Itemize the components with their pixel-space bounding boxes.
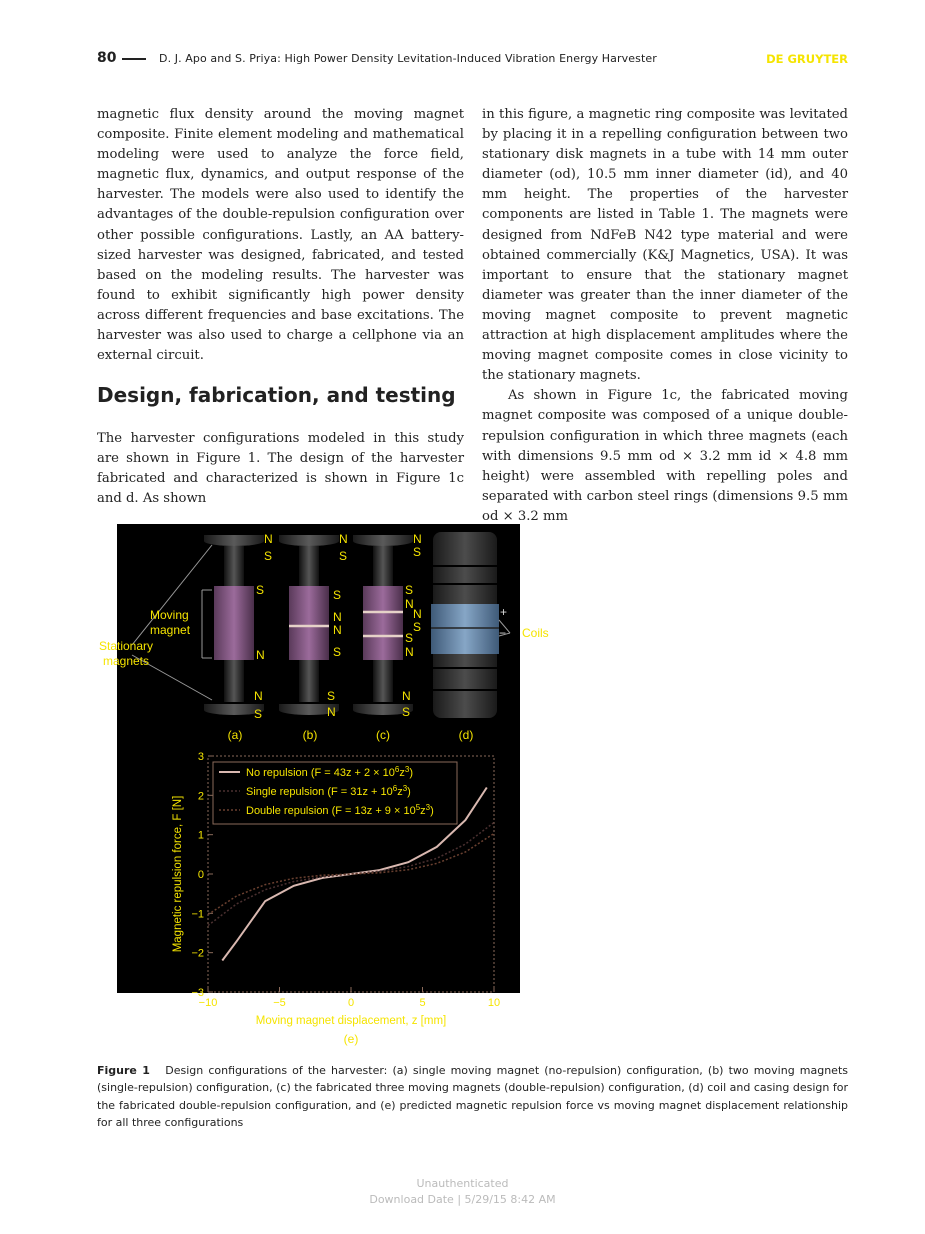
y-tick-label: 2	[197, 790, 204, 803]
pole-n-label: N	[254, 689, 263, 703]
paragraph: The harvester configurations modeled in this study are shown in Figure 1. The design of the harvester fabricated and characterized is shown in Figure 1c and d. As shown	[97, 431, 464, 507]
paragraph: As shown in Figure 1c, the fabricated moving magnet composite was composed of a unique double-repulsion configuration in which three magnets (each with dimensions 9.5 mm od × 3.2 mm id × 4.8 mm height) were assembled with repelling poles and separated with carbon steel rings (dimensions 9.5 mm od × 3.2 mm	[482, 388, 848, 524]
x-tick-label: 5	[419, 997, 426, 1009]
pole-n-label: N	[333, 610, 342, 624]
x-tick-label: −10	[198, 997, 218, 1009]
figure-caption	[97, 1062, 848, 1131]
pole-n-label: N	[339, 532, 348, 546]
label-moving-magnet: Moving	[150, 608, 189, 622]
legend-text-part: 3	[402, 784, 408, 793]
pole-s-label: S	[333, 588, 342, 602]
pole-s-label: S	[264, 549, 273, 563]
panel-label-c: (c)	[376, 728, 390, 742]
legend-text-part: z	[420, 805, 426, 817]
pole-n-label: N	[413, 607, 422, 621]
pole-n-label: N	[333, 623, 342, 637]
running-title: D. J. Apo and S. Priya: High Power Density Levitation-Induced Vibration Energy Harvester	[159, 52, 657, 65]
watermark-line2: Download Date | 5/29/15 8:42 AM	[369, 1193, 556, 1206]
pole-s-label: S	[333, 645, 342, 659]
y-axis-label: Magnetic repulsion force, F [N]	[172, 795, 184, 953]
device-c	[353, 535, 413, 715]
pole-s-label: S	[402, 705, 411, 719]
pole-s-label: S	[405, 631, 414, 645]
paragraph: in this figure, a magnetic ring composite was levitated by placing it in a repelling configuration between two stationary disk magnets in a tube with 14 mm outer diameter (od), 10.5 mm inner diameter (id), and 40 mm height. The properties of the harvester components are listed in Table 1. The magnets were designed from NdFeB N42 type material and were obtained commercially (K&J Magnetics, USA). It was important to ensure that the stationary magnet diameter was greater than the inner diameter of the moving magnet composite to prevent magnetic attraction at high displacement amplitudes where the moving magnet composite comes in close vicinity to the stationary magnets.	[482, 107, 848, 384]
pole-s-label: S	[405, 583, 414, 597]
pole-n-label: N	[327, 705, 336, 719]
pole-s-label: S	[254, 707, 263, 721]
legend-text-part: 3	[425, 803, 431, 812]
device-a	[204, 535, 264, 715]
legend-entry-2	[246, 784, 411, 798]
panel-label-e: (e)	[343, 1032, 359, 1046]
label-coils: Coils	[522, 626, 549, 640]
legend-text-part: Single repulsion (F = 31z + 10	[246, 786, 393, 798]
legend-text-part: Double repulsion (F = 13z + 9 × 10	[246, 805, 416, 817]
legend-text-part: 3	[404, 765, 410, 774]
caption-text: Design configurations of the harvester: (a) single moving magnet (no-repulsion) configuration, (b) two moving magnets (single-repulsion) configuration, (c) the fabricated three moving magnets (double-repulsion) configuration, (d) coil and casing design for the fabricated double-repulsion configuration, and (e) predicted magnetic repulsion force vs moving magnet displacement relationship for all three configurations	[97, 1064, 848, 1129]
legend-text-part: )	[430, 805, 434, 817]
y-tick-label: −3	[191, 987, 204, 999]
panel-label-a: (a)	[227, 728, 243, 742]
coil-graphic	[431, 604, 499, 654]
legend-text-part: 5	[415, 803, 421, 812]
watermark-line1: Unauthenticated	[416, 1177, 509, 1190]
legend-text-part: )	[409, 767, 413, 779]
legend-text-part: 6	[394, 765, 400, 774]
x-axis-label: Moving magnet displacement, z [mm]	[255, 1015, 447, 1027]
pole-s-label: S	[413, 620, 422, 634]
panel-label-d: (d)	[458, 728, 474, 742]
force-chart	[172, 751, 500, 1027]
publisher-name: DE GRUYTER	[766, 52, 848, 66]
moving-magnet-c	[363, 586, 403, 660]
caption-label: Figure 1	[97, 1064, 150, 1077]
legend-entry-1	[246, 765, 413, 779]
pole-s-label: S	[256, 583, 265, 597]
section-heading: Design, fabrication, and testing	[97, 383, 456, 407]
legend-text-part: z	[399, 767, 405, 779]
moving-magnet-b	[289, 586, 329, 660]
legend-text-part: z	[397, 786, 403, 798]
legend-text-part: 6	[392, 784, 398, 793]
legend-entry-3	[246, 803, 434, 817]
pole-s-label: S	[339, 549, 348, 563]
y-tick-label: 3	[197, 751, 204, 763]
x-tick-label: −5	[273, 997, 286, 1009]
plus-sign: +	[500, 605, 508, 619]
pole-n-label: N	[256, 648, 265, 662]
y-tick-label: −2	[191, 947, 204, 960]
page-number: 80	[97, 50, 117, 66]
pole-n-label: N	[402, 689, 411, 703]
minus-sign: −	[499, 626, 507, 640]
pole-n-label: N	[413, 532, 422, 546]
pole-s-label: S	[413, 545, 422, 559]
pole-s-label: S	[327, 689, 336, 703]
panel-label-b: (b)	[302, 728, 318, 742]
svg-text:magnets: magnets	[102, 654, 150, 668]
pole-n-label: N	[264, 532, 273, 546]
pole-n-label: N	[405, 645, 414, 659]
label-stationary-magnets: Stationary	[98, 639, 154, 653]
device-d	[431, 532, 499, 718]
legend-text-part: )	[407, 786, 411, 798]
svg-text:magnet: magnet	[150, 623, 191, 637]
y-tick-label: 0	[197, 869, 204, 881]
x-tick-label: 10	[487, 997, 501, 1009]
paragraph: magnetic flux density around the moving magnet composite. Finite element modeling and mathematical modeling were used to analyze the force field, magnetic flux, dynamics, and output response of the harvester. The models were also used to identify the advantages of the double-repulsion configuration over other possible configurations. Lastly, an AA battery-sized harvester was designed, fabricated, and tested based on the modeling results. The harvester was found to exhibit significantly high power density across different frequencies and base excitations. The harvester was also used to charge a cellphone via an external circuit.	[97, 107, 464, 364]
pole-n-label: N	[405, 597, 414, 611]
moving-magnet-a	[214, 586, 254, 660]
y-tick-label: −1	[191, 908, 204, 921]
legend-text-part: No repulsion (F = 43z + 2 × 10	[246, 767, 395, 779]
y-tick-label: 1	[197, 829, 204, 842]
device-b	[279, 535, 342, 715]
x-tick-label: 0	[347, 997, 355, 1009]
